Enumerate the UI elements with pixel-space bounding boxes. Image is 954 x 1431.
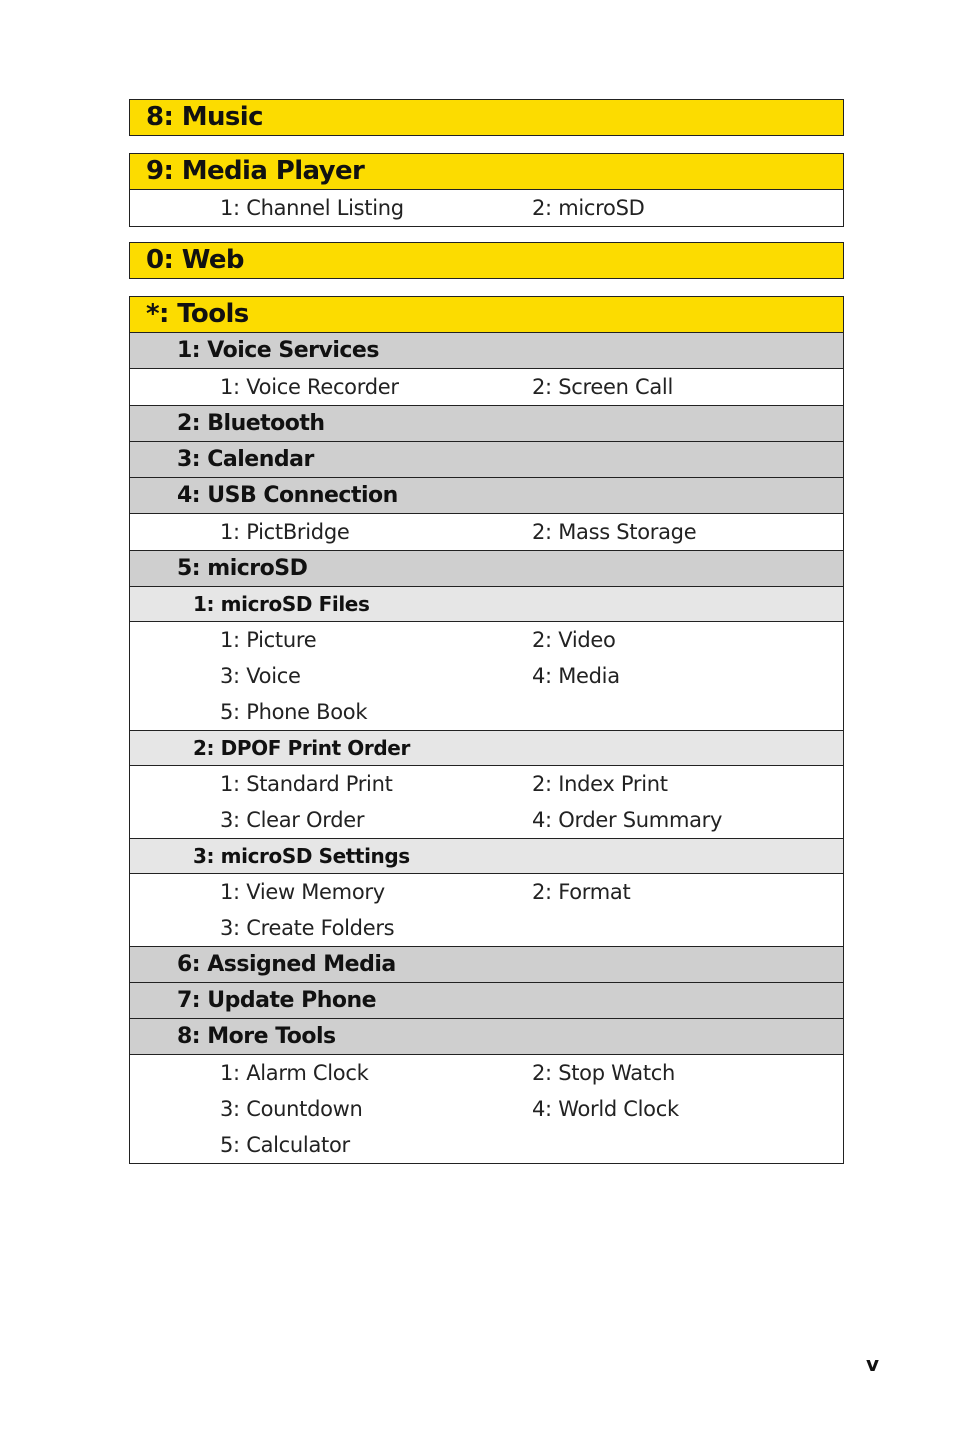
media-player-header [130,154,843,189]
list-item: 1: Channel Listing [220,196,404,220]
web-header [130,243,843,278]
list-item: 2: Format [532,880,631,904]
list-item-row [130,1055,843,1091]
list-item-row [130,766,843,802]
microsd-settings-header [130,838,843,873]
list-item: 2: Screen Call [532,375,673,399]
list-item-row [130,622,843,658]
microsd-settings-title: 3: microSD Settings [193,844,410,868]
microsd-files-items [130,621,843,730]
list-item-row [130,190,843,226]
microsd-files-header [130,586,843,621]
microsd-settings-items [130,873,843,946]
more-tools-title: 8: More Tools [177,1024,336,1049]
list-item: 3: Countdown [220,1097,363,1121]
list-item-row [130,874,843,910]
page-number: v [866,1352,880,1376]
list-item: 2: Index Print [532,772,668,796]
bluetooth-header [130,405,843,441]
voice-services-header [130,332,843,368]
list-item-row [130,694,843,730]
web-section [129,242,844,279]
more-tools-header [130,1018,843,1054]
media-player-title: 9: Media Player [146,156,365,186]
tools-section [129,296,844,1164]
tools-header [130,297,843,332]
list-item-row [130,1091,843,1127]
list-item-row [130,369,843,405]
list-item: 5: Phone Book [220,700,368,724]
list-item: 2: Mass Storage [532,520,697,544]
list-item: 3: Voice [220,664,301,688]
bluetooth-title: 2: Bluetooth [177,411,325,436]
microsd-title: 5: microSD [177,556,308,581]
microsd-files-title: 1: microSD Files [193,592,370,616]
list-item: 1: PictBridge [220,520,350,544]
media-player-items [130,189,843,226]
music-title: 8: Music [146,102,263,132]
music-header [130,100,843,135]
list-item: 4: Media [532,664,620,688]
more-tools-items [130,1054,843,1163]
list-item: 1: View Memory [220,880,385,904]
list-item: 1: Voice Recorder [220,375,399,399]
list-item-row [130,1127,843,1163]
list-item: 5: Calculator [220,1133,350,1157]
assigned-media-header [130,946,843,982]
usb-connection-header [130,477,843,513]
update-phone-header [130,982,843,1018]
update-phone-title: 7: Update Phone [177,988,377,1013]
calendar-title: 3: Calendar [177,447,314,472]
dpof-items [130,765,843,838]
dpof-header [130,730,843,765]
list-item: 3: Create Folders [220,916,395,940]
tools-title: *: Tools [146,299,249,329]
list-item: 3: Clear Order [220,808,365,832]
dpof-title: 2: DPOF Print Order [193,736,410,760]
usb-connection-items [130,513,843,550]
voice-services-items [130,368,843,405]
web-title: 0: Web [146,245,244,275]
list-item: 1: Picture [220,628,317,652]
list-item-row [130,658,843,694]
list-item: 4: Order Summary [532,808,723,832]
assigned-media-title: 6: Assigned Media [177,952,396,977]
media-player-section [129,153,844,227]
list-item-row [130,910,843,946]
list-item: 2: Video [532,628,616,652]
music-section [129,99,844,136]
list-item: 2: Stop Watch [532,1061,676,1085]
list-item-row [130,802,843,838]
list-item: 4: World Clock [532,1097,679,1121]
list-item: 2: microSD [532,196,645,220]
list-item: 1: Standard Print [220,772,393,796]
list-item: 1: Alarm Clock [220,1061,369,1085]
voice-services-title: 1: Voice Services [177,338,379,363]
calendar-header [130,441,843,477]
usb-connection-title: 4: USB Connection [177,483,398,508]
microsd-header [130,550,843,586]
list-item-row [130,514,843,550]
